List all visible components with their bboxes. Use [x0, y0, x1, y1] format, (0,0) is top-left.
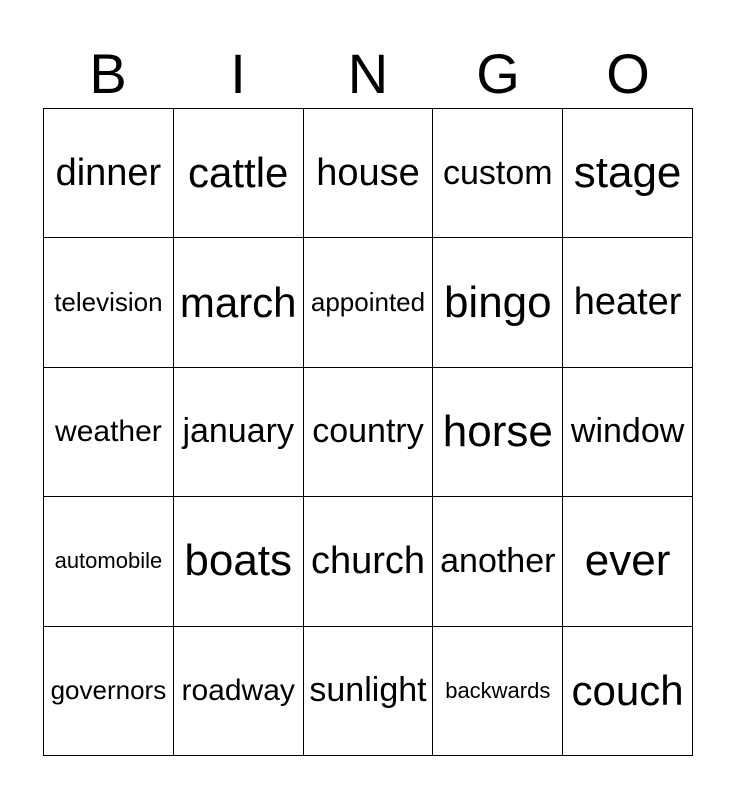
- board-cell[interactable]: backwards: [433, 626, 563, 755]
- board-cell[interactable]: horse: [433, 367, 563, 496]
- board-row: [44, 497, 693, 626]
- board-cell[interactable]: another: [433, 497, 563, 626]
- header-letter-b: B: [89, 42, 127, 105]
- bingo-header: [43, 40, 693, 108]
- board-cell[interactable]: ever: [563, 497, 693, 626]
- board-cell[interactable]: church: [303, 497, 433, 626]
- board-cell[interactable]: custom: [433, 109, 563, 238]
- header-letter-i: I: [230, 42, 246, 105]
- board-cell[interactable]: bingo: [433, 238, 563, 367]
- board-cell[interactable]: couch: [563, 626, 693, 755]
- board-cell[interactable]: governors: [44, 626, 174, 755]
- board-cell[interactable]: stage: [563, 109, 693, 238]
- header-letter-g: G: [476, 42, 520, 105]
- board-cell[interactable]: roadway: [173, 626, 303, 755]
- board-cell[interactable]: television: [44, 238, 174, 367]
- bingo-board: [43, 108, 693, 756]
- board-cell[interactable]: boats: [173, 497, 303, 626]
- board-cell[interactable]: appointed: [303, 238, 433, 367]
- board-cell[interactable]: heater: [563, 238, 693, 367]
- board-cell[interactable]: dinner: [44, 109, 174, 238]
- board-cell[interactable]: automobile: [44, 497, 174, 626]
- header-letter-o: O: [606, 42, 650, 105]
- board-row: [44, 367, 693, 496]
- board-cell[interactable]: sunlight: [303, 626, 433, 755]
- board-cell[interactable]: country: [303, 367, 433, 496]
- board-cell[interactable]: january: [173, 367, 303, 496]
- board-row: [44, 238, 693, 367]
- board-cell[interactable]: weather: [44, 367, 174, 496]
- board-row: [44, 626, 693, 755]
- board-cell[interactable]: cattle: [173, 109, 303, 238]
- board-row: [44, 109, 693, 238]
- board-cell[interactable]: march: [173, 238, 303, 367]
- board-cell[interactable]: house: [303, 109, 433, 238]
- board-cell[interactable]: window: [563, 367, 693, 496]
- header-letter-n: N: [347, 42, 389, 105]
